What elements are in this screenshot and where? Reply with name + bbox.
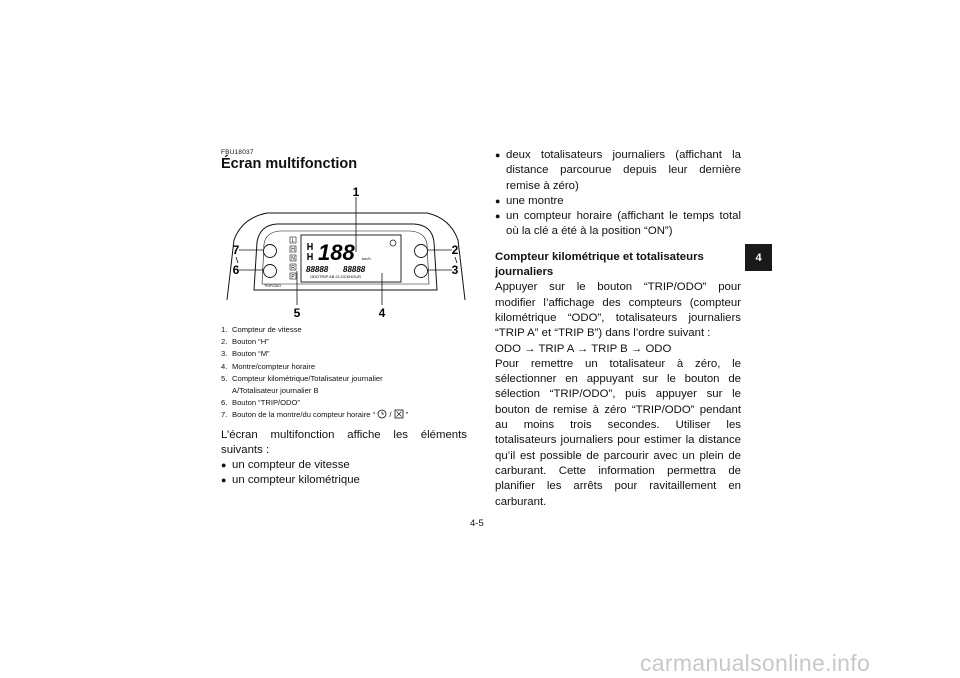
subheading: Compteur kilométrique et totalisateurs journaliers: [495, 250, 704, 279]
bullet-icon: ●: [495, 211, 501, 222]
chapter-tab: 4: [745, 244, 772, 271]
speed-digits: 188: [318, 240, 355, 265]
bullet-icon: ●: [495, 195, 501, 206]
caption-7: 7. Bouton de la montre/du compteur horaire “ / ”: [221, 410, 409, 420]
gear-r: R: [291, 265, 295, 271]
callout-1: 1: [352, 185, 360, 199]
feature-list: [495, 148, 741, 240]
page-number: 4-5: [470, 518, 484, 529]
h-indicator-icon: [308, 243, 312, 250]
caption-6: 6. Bouton “TRIP/ODO”: [221, 398, 300, 408]
callout-6: 6: [232, 263, 240, 277]
caption-1: 1. Compteur de vitesse: [221, 325, 302, 334]
bullet-icon: ●: [221, 460, 227, 470]
bullet-icon: ●: [495, 150, 501, 160]
paragraph: Appuyer sur le bouton “TRIP/ODO” pour modifier l’affichage des compteurs (compteur kilométrique “ODO”, totalisateurs journaliers “TRIP A” et “TRIP B”) dans l’ordre suivant :: [495, 281, 741, 340]
callout-2: 2: [451, 243, 459, 257]
watermark: carmanualsonline.info: [640, 650, 871, 676]
mode-labels: ODOTRIP AB CLOCKHOUR: [310, 274, 362, 279]
gear-h: H: [291, 247, 295, 253]
caption-5-continued: A/Totalisateur journalier B: [232, 386, 319, 396]
list-item: ● deux totalisateurs journaliers (affichant la distance parcourue depuis leur dernière remise à zéro): [495, 148, 741, 194]
right-column: [495, 148, 741, 510]
list-item: ● un compteur kilométrique: [221, 474, 360, 486]
trip-odo-button-label: TRIP/ODO: [264, 284, 281, 288]
intro-list: [221, 458, 467, 488]
callout-3: 3: [451, 263, 459, 277]
caption-3: 3. Bouton “M”: [221, 349, 270, 359]
list-item: ● un compteur horaire (affichant le temps total où la clé a été à la position “ON”): [495, 209, 741, 240]
callout-5: 5: [293, 306, 301, 320]
fuel-warning-icon: [390, 240, 396, 246]
list-item: ● une montre: [495, 194, 741, 209]
caption-2: 2. Bouton “H”: [221, 337, 269, 347]
gear-n: N: [291, 256, 295, 262]
gear-p: P: [291, 274, 295, 280]
clock-icon: [377, 409, 387, 419]
figure-captions: [221, 324, 471, 422]
multifunction-display-figure: [222, 180, 468, 320]
hour-meter-icon: [394, 409, 404, 419]
speed-unit: km/h: [362, 256, 371, 261]
paragraph: Pour remettre un totalisateur à zéro, le sélectionner en appuyant sur le bouton de sélection “TRIP/ODO”, puis appuyer sur le bouton de remise à zéro “TRIP/ODO” pendant au moins trois secondes. Utiliser les totalisateurs journaliers pour estimer la distance qu’il est possible de parcourir avec un plein de carburant. Cette information permettra de planifier les arrêts pour ravitaillement en carburant.: [495, 357, 741, 508]
lcd-screen: [306, 240, 396, 279]
section-code: FBU18037: [221, 149, 254, 156]
caption-4: 4. Montre/compteur horaire: [221, 361, 316, 371]
list-item: ● un compteur de vitesse: [221, 459, 350, 471]
lower-digits-right: 88888: [343, 265, 366, 274]
gear-l: L: [291, 238, 295, 244]
caption-5: 5. Compteur kilométrique/Totalisateur journalier: [221, 373, 383, 383]
callout-4: 4: [378, 306, 386, 320]
callout-7: 7: [232, 243, 240, 257]
instrument-cluster-illustration: [222, 180, 468, 320]
sequence-line: ODO → TRIP A → TRIP B → ODO: [495, 342, 672, 355]
intro-text: L’écran multifonction affiche les éléments suivants :: [221, 429, 467, 456]
gear-indicator-column: [290, 237, 296, 280]
section-title: Écran multifonction: [221, 156, 358, 172]
h-indicator-icon: [308, 253, 312, 260]
bullet-icon: ●: [221, 475, 227, 485]
lower-digits-left: 88888: [306, 265, 329, 274]
intro-section: [221, 428, 467, 488]
